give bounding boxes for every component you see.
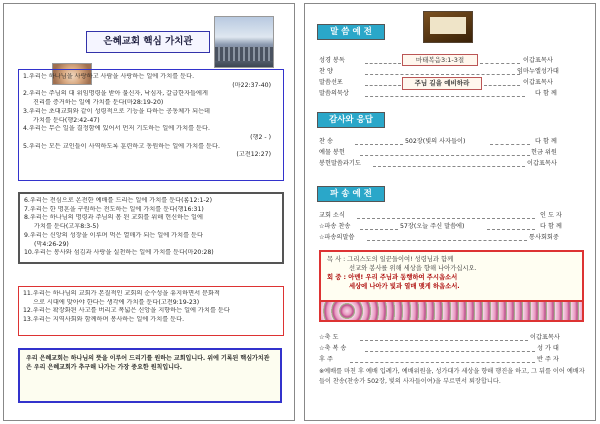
word-row: 성경 봉독 <box>319 57 345 64</box>
thanks-row-value: 이갑표목사 <box>527 160 557 167</box>
left-page <box>3 3 295 421</box>
thanks-row: 찬 송 <box>319 138 333 145</box>
thanks-header: 감사와 응답 <box>317 112 385 128</box>
values-box-3 <box>18 286 284 336</box>
value-line: 9.우리는 신앙의 성장을 이루며 먹은 열매가 되는 일에 가치를 둔다 <box>24 231 204 239</box>
send-row: ☆파송 찬송 <box>319 223 351 230</box>
end-row: ☆축 복 송 <box>319 345 347 352</box>
value-line: 가치를 둔다(행2:42-47) <box>33 116 100 124</box>
footnote: ※예배를 마친 후 예배 입례가, 예배위원을, 성가대가 세상을 향해 행진을 하고, 그 뒤를 이어 예배자들이 찬송(찬송가 502장, 빛의 사자들이여)을 부르면서 퇴장합니다. <box>319 368 585 385</box>
flowers-image <box>319 302 584 322</box>
word-row: 말씀선포 <box>319 79 343 86</box>
send-row-value: 다 함 께 <box>540 223 562 230</box>
word-header: 말 씀 예 전 <box>317 24 385 40</box>
right-page <box>304 3 596 421</box>
thanks-row: 예물 봉헌 <box>319 149 345 156</box>
send-header: 파 송 예 전 <box>317 186 385 202</box>
value-line: 10.우리는 봉사와 섬김과 사랑을 실천하는 일에 가치를 둔다(마20:28) <box>24 249 214 257</box>
word-row: 말씀의묵상 <box>319 90 349 97</box>
end-row: 후 주 <box>319 356 333 363</box>
value-line: 2.우리는 주님의 대 위임명령을 받아 불신자, 낙심자, 갈급한자들에게 <box>23 90 208 98</box>
end-row-value: 성 가 대 <box>537 345 559 352</box>
thanks-row-value: 헌금 위원 <box>531 149 557 156</box>
value-line: 12.우리는 확장화된 사고를 버리고 폭넓은 신앙을 지향하는 일에 가치를 둔다 <box>23 307 230 315</box>
send-row: 교회 소식 <box>319 212 345 219</box>
page-title: 은혜교회 핵심 가치관 <box>86 31 210 53</box>
end-row-value: 이갑표목사 <box>530 334 560 341</box>
send-row-value: 통사회회중 <box>529 234 559 241</box>
closing-text: 우리 은혜교회는 하나님의 뜻을 이루어 드리기를 원하는 교회입니다. 위에 기록된 핵심가치관은 우리 은혜교회가 추구해 나가는 가장 중요한 원칙입니다. <box>26 355 270 371</box>
value-line: 3.우리는 초대교회와 같이 성령적으로 기능을 다하는 공동체가 되는데 <box>23 107 211 115</box>
value-line: (고전12:27) <box>236 151 271 159</box>
prayer-line: 선교와 봉사를 위해 세상을 향해 나아가십시오. <box>349 265 477 272</box>
scripture-ref: 마태복음3:1-3절 <box>402 54 478 66</box>
values-box-2 <box>18 192 284 264</box>
value-line: (행2 - ) <box>250 133 271 141</box>
closing-box <box>18 348 282 403</box>
value-line: 7.우리는 한 명혼을 구원하는 전도하는 일에 가치를 둔다(행16:31) <box>24 205 204 213</box>
word-row-value: 이갑표목사 <box>523 57 553 64</box>
city-photo <box>214 16 274 68</box>
value-line: 6.우리는 전심으로 온전한 예배를 드리는 일에 가치를 둔다(롬12:1-2) <box>24 197 213 204</box>
value-line: (마22:37-40) <box>232 81 271 89</box>
prayer-line: 회 중 : 아멘! 우리 주님과 동행하여 주시옵소서 <box>327 274 458 281</box>
value-line: 1.우리는 하나님을 사랑하고 사람을 사랑하는 일에 가치를 둔다. <box>23 73 195 80</box>
value-line: 5.우리는 모든 교인들이 사역하도록 훈련하고 동원하는 일에 가치를 둔다. <box>23 142 220 150</box>
word-row-value: 이갑표목사 <box>523 79 553 86</box>
value-line: (막4:26-29) <box>34 240 69 248</box>
send-row-middle: 57장(오늘 주신 말씀에) <box>400 223 465 230</box>
prayer-line: 세상에 나아가 빛과 열매 맺게 하옵소서. <box>349 283 460 290</box>
sermon-title: 주님 길을 예비하라 <box>402 77 482 90</box>
thanks-row-value: 다 함 께 <box>535 138 557 145</box>
values-box-1 <box>18 69 284 181</box>
value-line: 가치를 둔다(고후8:3-5) <box>34 223 99 231</box>
value-line: 8.우리는 하나님의 명령과 주님의 몸 된 교회를 위해 헌신하는 일에 <box>24 214 204 222</box>
value-line: 진리를 증거하는 일에 가치를 둔다(마28:19-20) <box>33 99 164 107</box>
word-row-value: 다 함 께 <box>535 90 557 97</box>
value-line: 4.우리는 무슨 일을 결정함에 있어서 먼저 기도하는 일에 가치를 둔다. <box>23 125 210 133</box>
prayer-line: 목 사 : 그리스도의 일꾼들이여! 성령님과 함께 <box>327 256 454 263</box>
word-row-value: 임마누엘성가대 <box>517 68 559 75</box>
value-line: 13.우리는 지역사회와 함께하며 봉사하는 일에 가치를 둔다. <box>23 316 185 324</box>
word-row: 찬 양 <box>319 68 333 75</box>
end-row: ☆축 도 <box>319 334 339 341</box>
sending-prayer-box <box>319 250 584 302</box>
bible-image <box>423 11 473 43</box>
thanks-row: 봉헌말씀과기도 <box>319 160 361 167</box>
send-row: ☆파송의말씀 <box>319 234 355 241</box>
end-row-value: 반 주 자 <box>537 356 559 363</box>
send-row-value: 인 도 자 <box>540 212 562 219</box>
thanks-row-middle: 502장(빛의 사자들이) <box>405 138 466 145</box>
value-line: 으로 시대에 맞아야 한다는 생각에 가치를 둔다(고전9:19-23) <box>33 298 200 306</box>
value-line: 11.우리는 하나님의 교회가 본질적인 교회의 순수성을 유지하면서 문화적 <box>23 290 220 297</box>
